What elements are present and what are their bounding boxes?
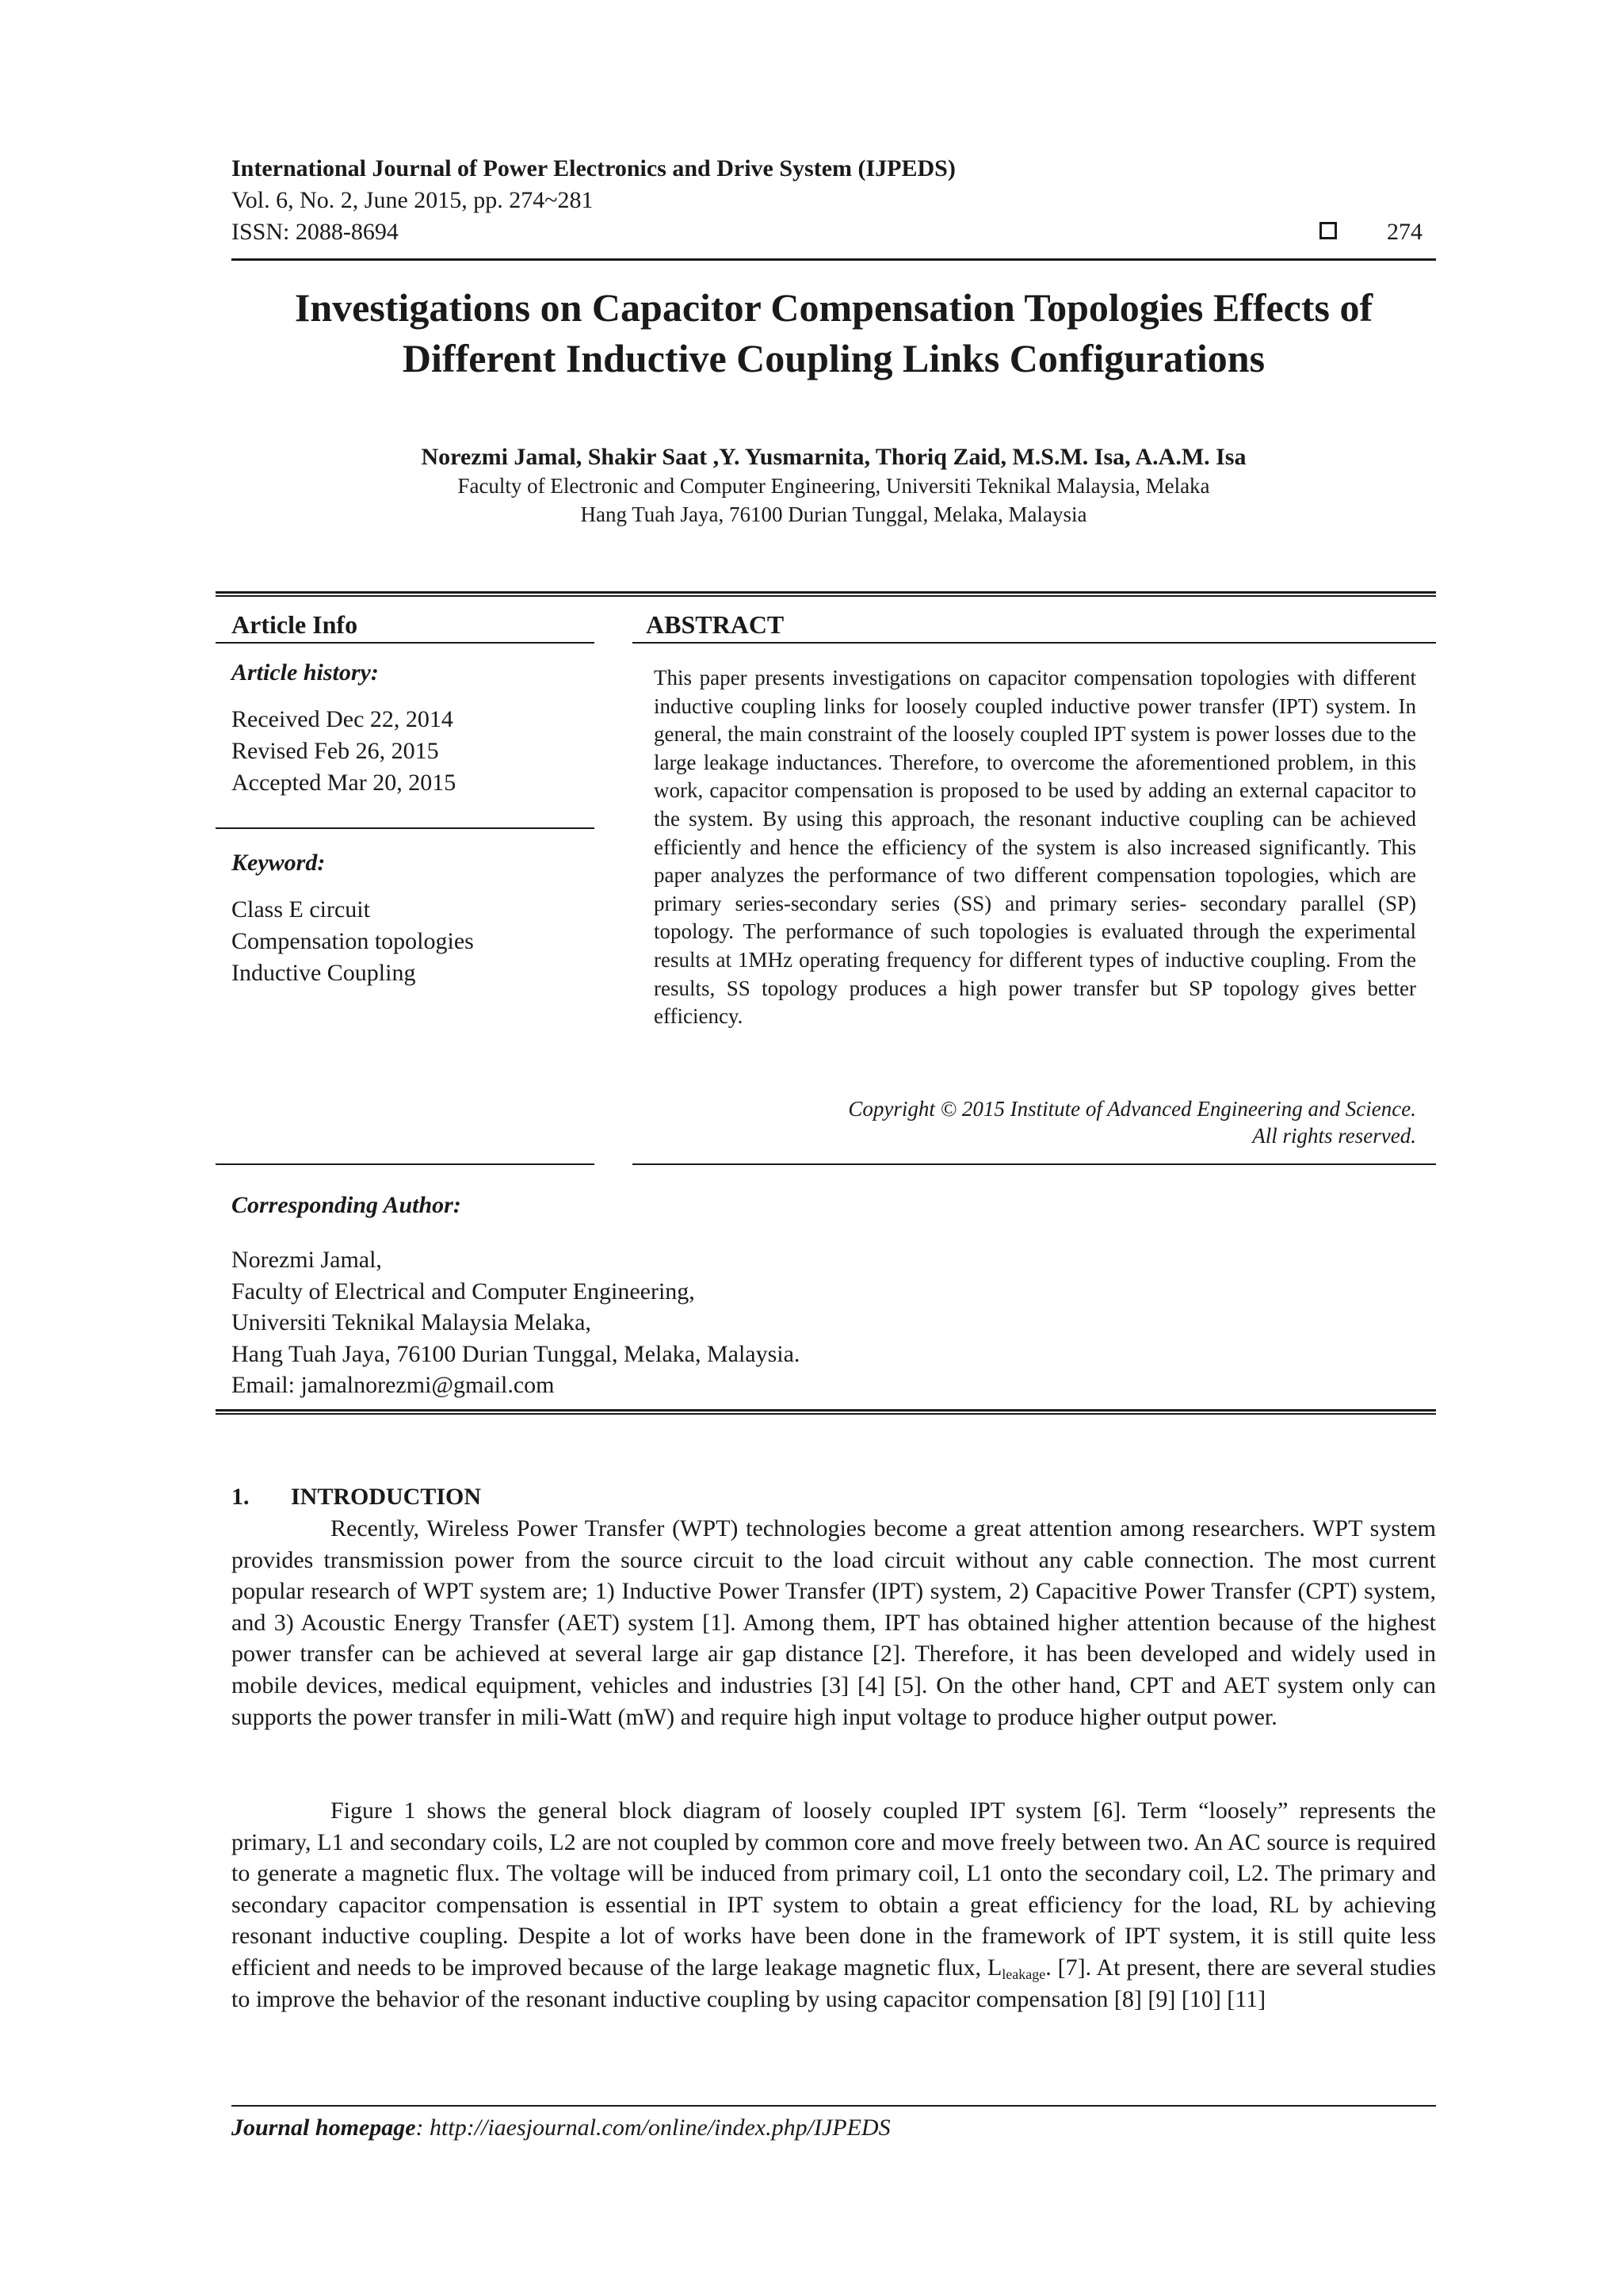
keyword-item: Class E circuit bbox=[231, 896, 370, 923]
intro-paragraph-2-text bbox=[231, 1795, 1436, 2015]
info-block-top-rule bbox=[216, 591, 1436, 597]
abstract-heading: ABSTRACT bbox=[646, 610, 785, 639]
copyright-line-1: Copyright © 2015 Institute of Advanced Engineering and Science. bbox=[848, 1097, 1416, 1121]
square-outline-icon bbox=[1319, 222, 1337, 239]
paper-title bbox=[231, 282, 1436, 384]
abstract-bottom-rule bbox=[632, 1163, 1436, 1165]
intro-paragraph-2 bbox=[231, 1795, 1436, 2015]
homepage-link[interactable]: : http://iaesjournal.com/online/index.php/IJPEDS bbox=[415, 2115, 891, 2141]
section-title: INTRODUCTION bbox=[291, 1484, 482, 1510]
volume-info: Vol. 6, No. 2, June 2015, pp. 274~281 bbox=[231, 187, 594, 213]
received-date: Received Dec 22, 2014 bbox=[231, 706, 453, 732]
header-rule bbox=[231, 258, 1436, 261]
history-divider bbox=[216, 827, 594, 829]
author-email: Email: jamalnorezmi@gmail.com bbox=[231, 1372, 555, 1398]
journal-name: International Journal of Power Electronics and Drive System (IJPEDS) bbox=[231, 155, 956, 181]
abstract-text: This paper presents investigations on capacitor compensation topologies with different inductive coupling links for loosely coupled inductive power transfer (IPT) system. In general, the main constraint of the loosely coupled IPT system is power losses due to the large leakage inductances. Therefore, to overcome the aforementioned problem, in this work, capacitor compensation is proposed to be used by adding an external capacitor to the system. By using this approach, the resonant inductive coupling can be achieved efficiently and hence the efficiency of the system is also increased significantly. This paper analyzes the performance of two different compensation topologies, which are primary series-secondary series (SS) and primary series- secondary parallel (SP) topology. The performance of such topologies is evaluated through the experimental results at 1MHz operating frequency for different types of inductive coupling. From the results, SS topology produces a high power transfer but SP topology gives better efficiency. bbox=[654, 666, 1416, 1029]
homepage-label: Journal homepage bbox=[231, 2115, 416, 2141]
accepted-date: Accepted Mar 20, 2015 bbox=[231, 770, 456, 796]
keyword-heading: Keyword: bbox=[231, 850, 326, 876]
keyword-item: Inductive Coupling bbox=[231, 960, 416, 986]
author-name: Norezmi Jamal, bbox=[231, 1247, 382, 1273]
intro-paragraph-1-text: Recently, Wireless Power Transfer (WPT) technologies become a great attention among researchers. WPT system provides transmission power from the source circuit to the load circuit without any cable connection. The most current popular research of WPT system are; 1) Inductive Power Transfer (IPT) system, 2) Capacitive Power Transfer (CPT) system, and 3) Acoustic Energy Transfer (AET) system [1]. Among them, IPT has obtained higher attention because of the highest power transfer can be achieved at several large air gap distance [2]. Therefore, it has been developed and widely used in mobile devices, medical equipment, vehicles and industries [3] [4] [5]. On the other hand, CPT and AET system only can supports the power transfer in mili-Watt (mW) and require high input voltage to produce higher output power. bbox=[231, 1515, 1436, 1730]
footer-rule bbox=[231, 2105, 1436, 2107]
issn: ISSN: 2088-8694 bbox=[231, 219, 399, 245]
author-list: Norezmi Jamal, Shakir Saat ,Y. Yusmarnita, Thoriq Zaid, M.S.M. Isa, A.A.M. Isa bbox=[421, 444, 1247, 470]
abstract-rule bbox=[632, 642, 1436, 644]
article-info-bottom-rule bbox=[216, 1163, 594, 1165]
para2-text-a: Figure 1 shows the general block diagram of loosely coupled IPT system [6]. Term “loosely” represents the primary, L1 and secondary coils, L2 are not coupled by common core and move freely between two. An AC source is required to generate a magnetic flux. The voltage will be induced from primary coil, L1 onto the secondary coil, L2. The primary and secondary capacitor compensation is essential in IPT system to obtain a great efficiency for the load, RL by achieving resonant inductive coupling. Despite a lot of works have been done in the framework of IPT system, it is still quite less efficient and needs to be improved because of the large leakage magnetic flux, L bbox=[231, 1797, 1436, 1981]
article-info-rule bbox=[216, 642, 594, 644]
author-department: Faculty of Electrical and Computer Engineering, bbox=[231, 1278, 695, 1305]
article-info-heading: Article Info bbox=[231, 610, 358, 639]
corresponding-author-details bbox=[231, 1244, 800, 1401]
author-address: Hang Tuah Jaya, 76100 Durian Tunggal, Melaka, Malaysia. bbox=[231, 1340, 800, 1367]
article-history-heading: Article history: bbox=[231, 659, 379, 686]
page-number: 274 bbox=[1387, 219, 1423, 245]
revised-date: Revised Feb 26, 2015 bbox=[231, 738, 439, 764]
title-line-2: Different Inductive Coupling Links Configurations bbox=[402, 336, 1266, 380]
info-block-bottom-rule bbox=[216, 1409, 1436, 1415]
section-number: 1. bbox=[231, 1484, 250, 1510]
author-university: Universiti Teknikal Malaysia Melaka, bbox=[231, 1309, 591, 1335]
affiliation-line-1: Faculty of Electronic and Computer Engineering, Universiti Teknikal Malaysia, Melaka bbox=[457, 474, 1210, 498]
affiliation-line-2: Hang Tuah Jaya, 76100 Durian Tunggal, Melaka, Malaysia bbox=[580, 502, 1087, 526]
keyword-item: Compensation topologies bbox=[231, 928, 474, 954]
section-heading-introduction bbox=[231, 1484, 481, 1511]
subscript-leakage: leakage bbox=[1002, 1966, 1046, 1982]
intro-paragraph-1 bbox=[231, 1513, 1436, 1733]
title-line-1: Investigations on Capacitor Compensation Topologies Effects of bbox=[294, 285, 1373, 330]
para2-text-b: . [7]. At present, there are several studies to improve the behavior of the resonant inductive coupling by using capacitor compensation [8] [9] [10] [11] bbox=[231, 1954, 1436, 2012]
corresponding-author-heading: Corresponding Author: bbox=[231, 1192, 461, 1218]
journal-homepage bbox=[231, 2115, 891, 2141]
copyright-line-2: All rights reserved. bbox=[1252, 1124, 1416, 1148]
